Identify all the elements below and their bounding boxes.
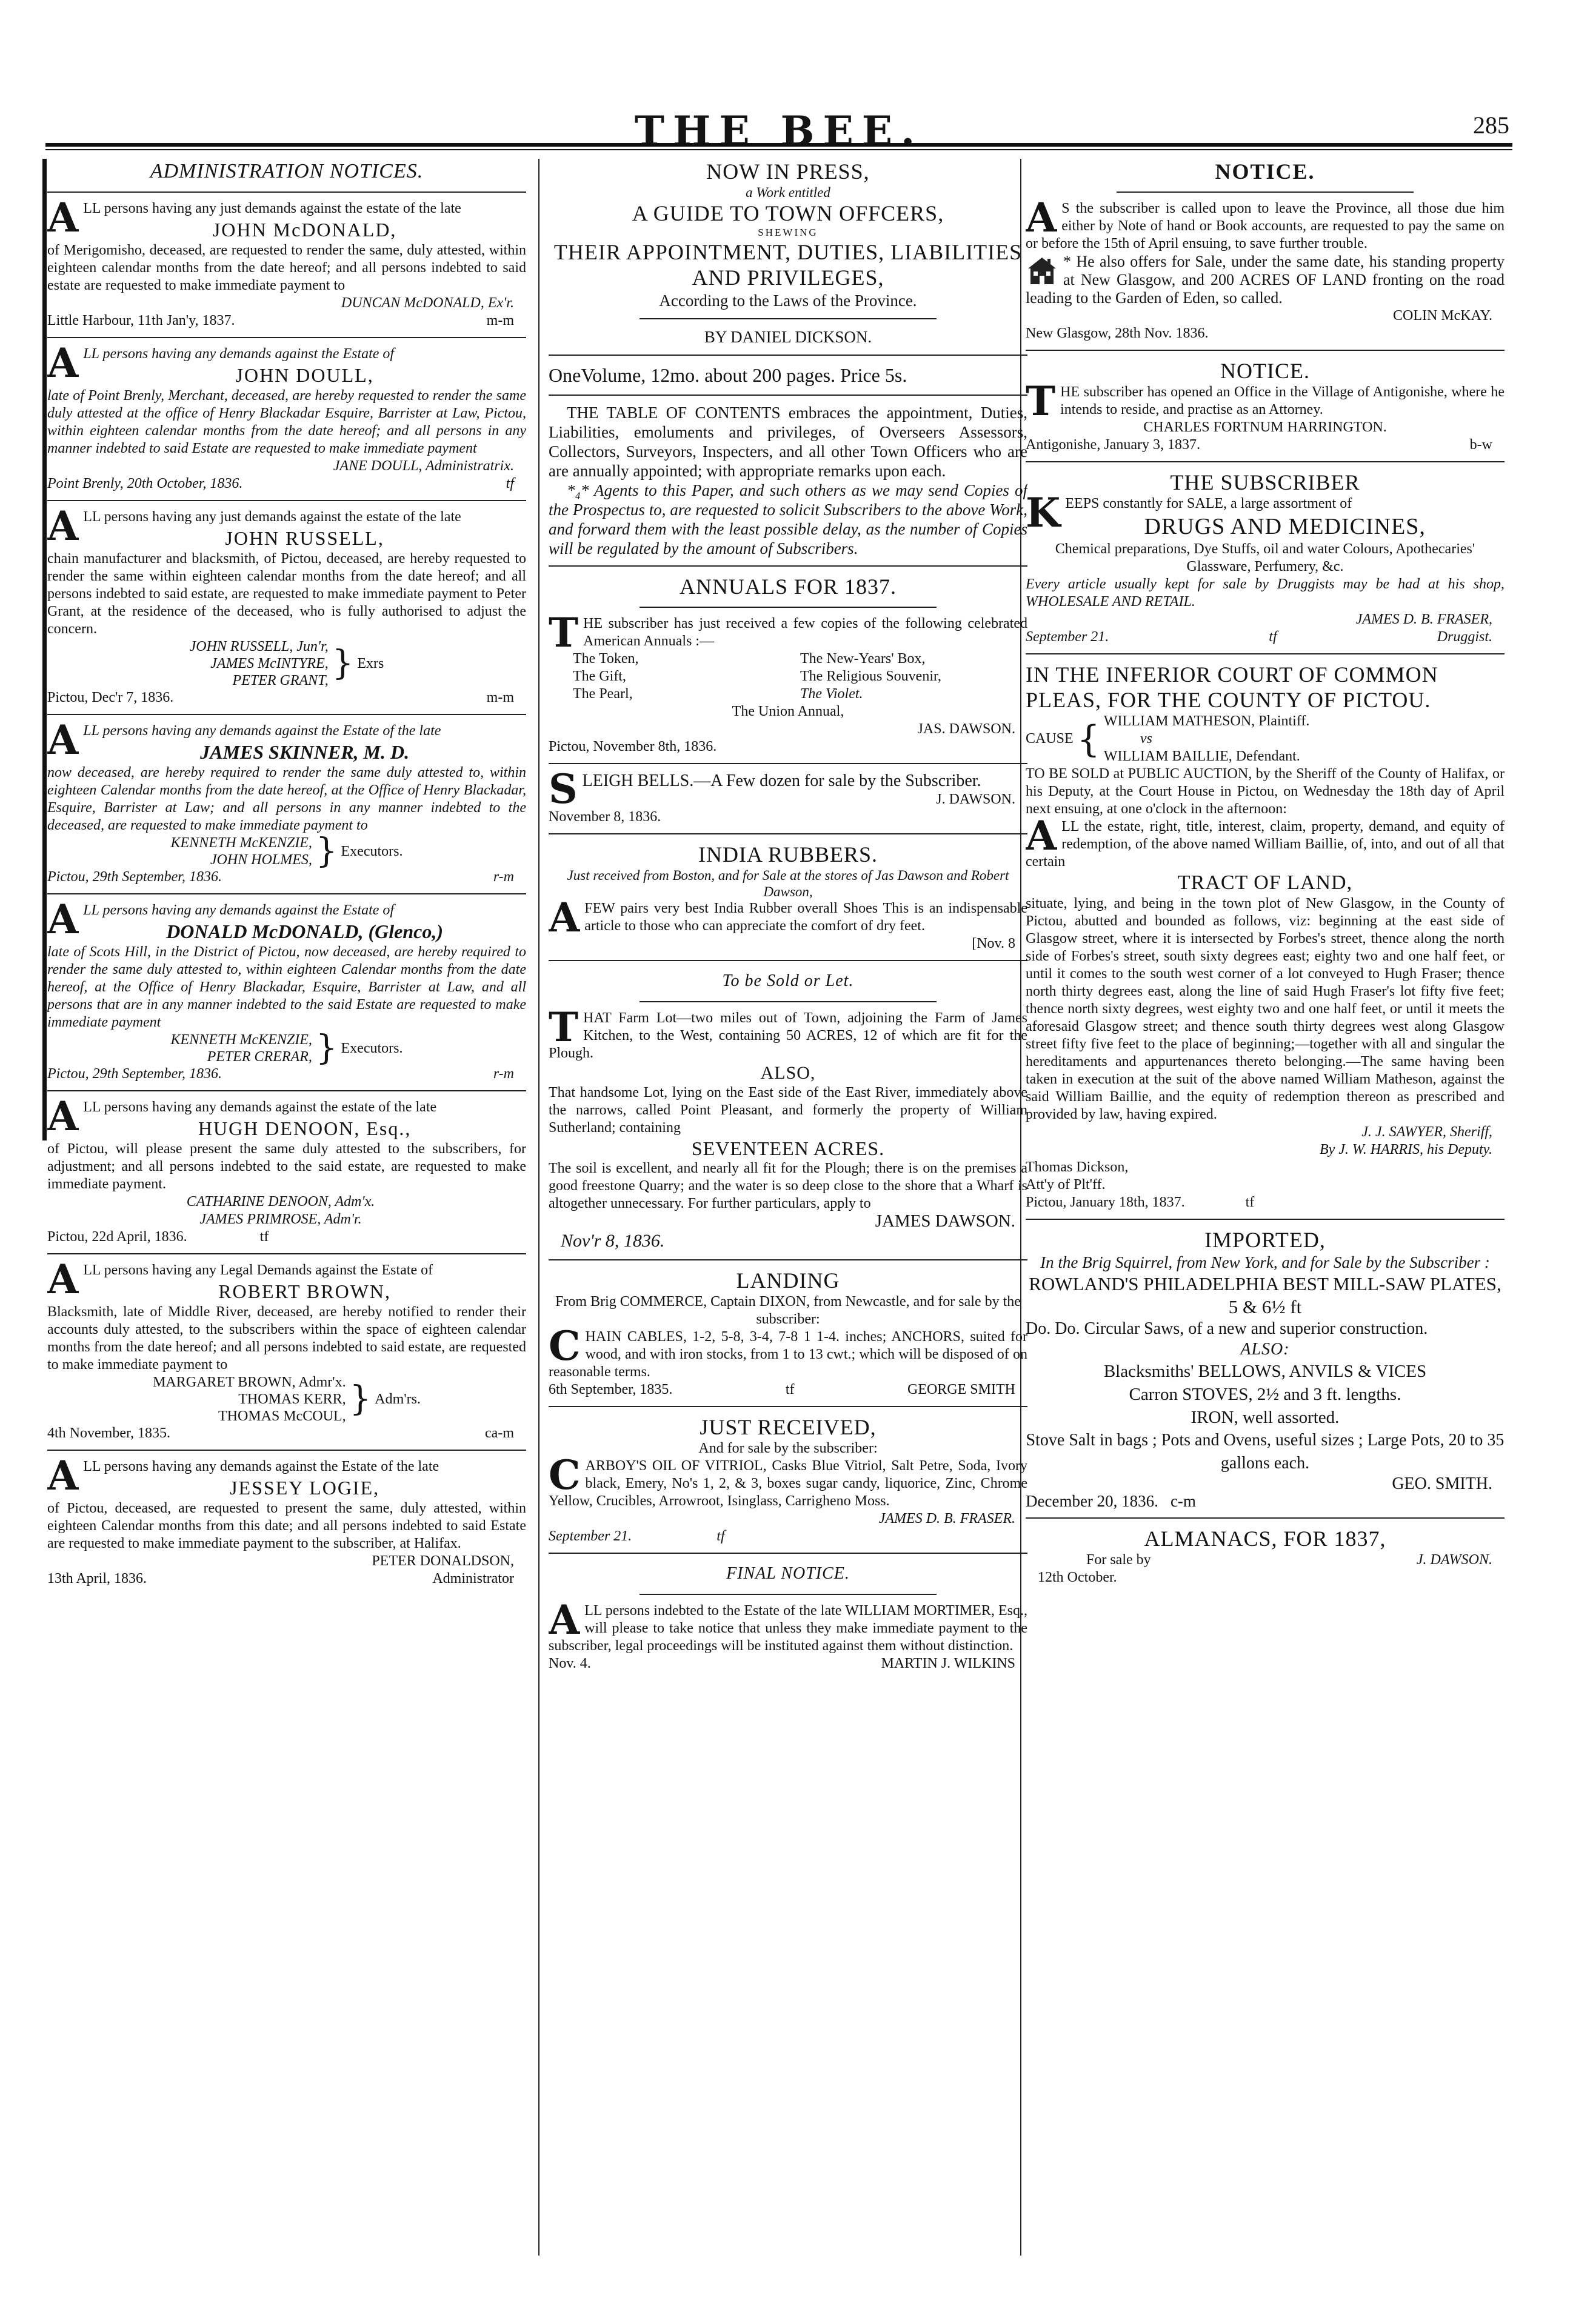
ad-body: FEW pairs very best India Rubber overall Shoes This is an indispensable article to those who can appreciate the comfort of dry feet. xyxy=(584,901,1027,934)
deceased-name: JOHN McDONALD, xyxy=(212,219,397,241)
ad-body: LEIGH BELLS.—A Few dozen for sale by the Subscriber. xyxy=(582,771,981,790)
ad-body: HAT Farm Lot—two miles out of Town, adjoining the Farm of James Kitchen, to the West, containing 50 ACRES, 12 of which are fit for the Plough. xyxy=(549,1010,1027,1061)
drop-cap: T xyxy=(549,609,579,656)
executors-block xyxy=(47,831,526,871)
signature-title: Administrator xyxy=(432,1571,514,1587)
ad-body: S the subscriber is called upon to leave the Province, all those due him either by Note of hand or Book accounts, are requested to pay the same on or before the 15th of April ensuing, to save further trouble. xyxy=(1026,201,1505,251)
ad-body: THE TABLE OF CONTENTS embraces the appointment, Duties, Liabilities, emoluments and privileges, of Overseers Assessors, Collectors, Surveyors, Inspecters, and all other Town Officers who are are annually appointed; with appropriate remarks upon each. xyxy=(549,404,1027,480)
drop-cap: A xyxy=(47,194,79,241)
brace-glyph: } xyxy=(315,831,338,871)
signature: CHARLES FORTNUM HARRINGTON. xyxy=(1143,419,1387,435)
ad-body: TO BE SOLD at PUBLIC AUCTION, by the Sheriff of the County of Halifax, or his Deputy, at the Court House in Pictou, on Wednesday the 18th day of April next ensuing, at one o'clock in the afternoon: xyxy=(1026,766,1505,817)
date-line: 13th April, 1836. xyxy=(47,1571,147,1587)
signature: PETER DONALDSON, xyxy=(372,1553,514,1569)
date-line: Nov. 4. xyxy=(549,1656,591,1671)
code-mark: r-m xyxy=(493,1066,514,1082)
ad-heading: THE SUBSCRIBER xyxy=(1170,470,1360,494)
book-subtitle: THEIR APPOINTMENT, DUTIES, LIABILITIES AND PRIVILEGES, xyxy=(553,240,1023,290)
ad-subheading: DRUGS AND MEDICINES, xyxy=(1144,514,1426,539)
ad-sleigh-bells xyxy=(549,765,1027,826)
code-mark: tf xyxy=(1245,1194,1255,1210)
ad-subheading: And for sale by the subscriber: xyxy=(698,1440,878,1456)
divider xyxy=(549,1406,1027,1407)
list-item: The New-Years' Box, xyxy=(800,651,926,667)
ad-heading: IMPORTED, xyxy=(1204,1228,1326,1252)
deceased-name: JESSEY LOGIE, xyxy=(230,1477,380,1499)
cause-block xyxy=(1026,713,1505,765)
book-author: BY DANIEL DICKSON. xyxy=(704,328,872,346)
ad-farm-lot xyxy=(549,968,1027,1252)
drop-cap: C xyxy=(549,1322,581,1370)
executor-name: MARGARET BROWN, Admr'x. xyxy=(153,1374,346,1390)
divider xyxy=(549,355,1027,356)
divider xyxy=(47,893,526,894)
divider xyxy=(1117,191,1414,193)
drop-cap: A xyxy=(47,896,79,943)
drop-cap: A xyxy=(47,1093,79,1140)
notice-mcdonald xyxy=(47,194,526,330)
left-margin-bar xyxy=(42,159,47,1140)
ad-heading: NOTICE. xyxy=(1215,159,1315,184)
signature: JAS. DAWSON. xyxy=(917,721,1015,737)
notice-body: late of Scots Hill, in the District of Pictou, now deceased, are hereby required to render the same duly attested to, within eighteen Calendar months from the date hereof, at the Office of Henry Blackadar, Esquire, Barrister at Law, and all persons that are in any manner indebted to the said Estate are requested to make immediate payment xyxy=(47,944,526,1030)
ad-heading: ALMANACS, FOR 1837, xyxy=(1144,1527,1386,1551)
notice-footer xyxy=(47,1228,526,1246)
date-line: September 21. xyxy=(549,1528,632,1544)
notice-intro: LL persons having any Legal Demands against the Estate of xyxy=(83,1262,433,1278)
ad-item: IRON, well assorted. xyxy=(1191,1408,1340,1427)
executors-block xyxy=(47,1028,526,1068)
list-item: The Union Annual, xyxy=(732,704,844,719)
signature: JANE DOULL, Administratrix. xyxy=(333,458,514,474)
notice-body: Blacksmith, late of Middle River, deceased, are hereby notified to render their accounts duly attested, to the subscribers within the space of eighteen calendar months from the date hereof; and all persons indebted to said estate, are requested to make immediate payment to xyxy=(47,1304,526,1373)
signature: GEORGE SMITH xyxy=(907,1382,1015,1397)
drop-cap: S xyxy=(549,765,578,813)
drop-cap: A xyxy=(1026,812,1057,859)
annuals-list xyxy=(549,650,1027,703)
code-mark: tf xyxy=(785,1382,795,1397)
deceased-name: HUGH DENOON, Esq., xyxy=(198,1117,412,1139)
brace-glyph: } xyxy=(315,1028,338,1068)
drop-cap: A xyxy=(47,1452,79,1499)
list-item: The Violet. xyxy=(800,686,863,702)
notice-footer xyxy=(47,475,526,493)
date-line: Point Brenly, 20th October, 1836. xyxy=(47,476,243,491)
ad-just-received xyxy=(549,1414,1027,1545)
deceased-name: ROBERT BROWN, xyxy=(218,1280,392,1302)
divider xyxy=(1026,350,1505,351)
ad-heading: LANDING xyxy=(736,1268,840,1293)
executors-block xyxy=(47,1374,526,1425)
date-line: [Nov. 8 xyxy=(972,936,1015,951)
ad-body: HE subscriber has opened an Office in the Village of Antigonishe, where he intends to reside, and practise as an Attorney. xyxy=(1060,384,1505,418)
brace-glyph: { xyxy=(1077,718,1100,761)
signature: J. DAWSON. xyxy=(936,791,1015,807)
ad-heading: FINAL NOTICE. xyxy=(726,1564,850,1583)
signature-title: Druggist. xyxy=(1437,629,1492,645)
ad-body: situate, lying, and being in the town plot of New Glasgow, in the County of Pictou, abutted and bounded as follows, viz: beginning at the east side of Glasgow street, where it is intersected by Forbes's street, thence along the north side of Forbes's street, south sixty degrees east; eighty two and one half feet, or until it comes to the south west corner of a lot conveyed to Hugh Fraser; thence north thirty degrees east, along the line of said Hugh Fraser's lot fifty five feet; thence north sixty degrees, west eighty two and one half feet, or until it meets the aforesaid Glasgow street; and thence south thirty degrees west along Glasgow street fifty five feet to the place of beginning;—together with all and singular the hereditaments and appurtenances thereto belonging.—The same having been taken in execution at the suit of the above named William Matheson, against the said William Baillie, and the equity of redemption thereon as prescribed and provided by law, having expired. xyxy=(1026,896,1505,1122)
notice-footer xyxy=(47,312,526,330)
masthead-rule-thin xyxy=(45,149,1512,150)
date-line: New Glasgow, 28th Nov. 1836. xyxy=(1026,325,1209,341)
executors-label: Adm'rs. xyxy=(375,1391,421,1407)
ad-subheading: Just received from Boston, and for Sale at the stores of Jas Dawson and Robert Dawson, xyxy=(567,868,1009,899)
executors-label: Executors. xyxy=(341,1040,403,1056)
ad-footer xyxy=(1026,1551,1505,1569)
executors-label: Executors. xyxy=(341,844,403,859)
notice-doull xyxy=(47,339,526,493)
ad-heading: To be Sold or Let. xyxy=(722,971,854,990)
divider xyxy=(47,337,526,338)
ad-subheading: TRACT OF LAND, xyxy=(1177,871,1353,894)
divider xyxy=(47,191,526,193)
ad-item: ROWLAND'S PHILADELPHIA BEST MILL-SAW PLATES, 5 & 6½ ft xyxy=(1029,1273,1501,1317)
ad-footer xyxy=(549,1381,1027,1399)
ad-heading: IN THE INFERIOR COURT OF COMMON PLEAS, FOR THE COUNTY OF PICTOU. xyxy=(1026,662,1438,712)
ad-body: That handsome Lot, lying on the East side of the East River, immediately above the narrows, called Point Pleasant, and formerly the property of William Sutherland; containing xyxy=(549,1085,1027,1136)
signature: JAMES PRIMROSE, Adm'r. xyxy=(199,1211,362,1227)
signature: J. DAWSON. xyxy=(1416,1552,1492,1568)
ad-body: LL persons indebted to the Estate of the late WILLIAM MORTIMER, Esq., will please to take notice that unless they make immediate payment to the subscriber, legal proceedings will be instituted against them without distinction. xyxy=(549,1603,1027,1654)
code-mark: tf xyxy=(1269,629,1277,645)
signature: By J. W. HARRIS, his Deputy. xyxy=(1319,1142,1492,1157)
date-line: Antigonishe, January 3, 1837. xyxy=(1026,437,1200,453)
ad-body: HAIN CABLES, 1-2, 5-8, 3-4, 7-8 1 1-4. inches; ANCHORS, suited for wood, and with iron stocks, from 1 to 13 cwt.; which will be disposed of on reasonable terms. xyxy=(549,1329,1027,1380)
notice-body: chain manufacturer and blacksmith, of Pictou, deceased, are hereby requested to render the same within eighteen calendar months from the date hereof; and all persons indebted to said estate, are requested to make immediate payment to Peter Grant, at the residence of the deceased, who is fully authorised to adjust the concern. xyxy=(47,551,526,637)
ad-footer xyxy=(1026,628,1505,646)
ad-subheading: ALSO: xyxy=(1240,1340,1290,1359)
executor-name: KENNETH McKENZIE, xyxy=(170,1032,312,1048)
ad-footer xyxy=(549,1528,1027,1545)
deceased-name: DONALD McDONALD, (Glenco,) xyxy=(166,921,444,942)
drop-cap: A xyxy=(47,339,79,387)
drop-cap: C xyxy=(549,1451,581,1499)
notice-intro: LL persons having any demands against the Estate of xyxy=(83,902,395,918)
code-mark: ca-m xyxy=(485,1425,514,1441)
notice-brown xyxy=(47,1256,526,1442)
ad-subheading: From Brig COMMERCE, Captain DIXON, from Newcastle, and for sale by the subscriber: xyxy=(555,1294,1021,1327)
notice-skinner xyxy=(47,716,526,886)
divider xyxy=(549,565,1027,567)
page-number: 285 xyxy=(1473,112,1509,139)
divider xyxy=(549,960,1027,961)
signature: COLIN McKAY. xyxy=(1392,308,1492,324)
deceased-name: JOHN DOULL, xyxy=(235,364,374,386)
versus: vs xyxy=(1140,731,1152,747)
ad-subheading: a Work entitled xyxy=(746,185,830,200)
ad-heading: NOTICE. xyxy=(1220,359,1310,383)
plaintiff: WILLIAM MATHESON, Plaintiff. xyxy=(1103,713,1310,729)
drop-cap: A xyxy=(47,1256,79,1303)
notice-mckay xyxy=(1026,159,1505,342)
divider xyxy=(1026,461,1505,462)
ad-town-officers-guide xyxy=(549,159,1027,558)
ad-subheading: For sale by xyxy=(1086,1552,1151,1568)
defendant: WILLIAM BAILLIE, Defendant. xyxy=(1103,748,1300,764)
executor-name: THOMAS McCOUL, xyxy=(218,1408,346,1424)
notice-court-sale xyxy=(1026,662,1505,1211)
drop-cap: A xyxy=(47,502,79,550)
brace-glyph: } xyxy=(349,1379,372,1419)
executor-name: KENNETH McKENZIE, xyxy=(170,835,312,851)
divider xyxy=(549,763,1027,764)
ad-landing xyxy=(549,1268,1027,1399)
notice-intro: LL persons having any demands against the Estate of xyxy=(83,346,395,362)
notice-footer xyxy=(47,868,526,886)
ad-body: Chemical preparations, Dye Stuffs, oil and water Colours, Apothecaries' Glassware, Perfumery, &c. xyxy=(1055,541,1475,574)
ad-item: Do. Do. Circular Saws, of a new and superior construction. xyxy=(1026,1319,1428,1338)
notice-intro: LL persons having any just demands against the estate of the late xyxy=(83,201,461,216)
ad-heading: INDIA RUBBERS. xyxy=(698,842,878,867)
ad-body: EEPS constantly for SALE, a large assortment of xyxy=(1065,496,1352,511)
list-item: The Religious Souvenir, xyxy=(800,668,942,684)
ad-final-notice xyxy=(549,1561,1027,1673)
ad-item: Carron STOVES, 2½ and 3 ft. lengths. xyxy=(1129,1385,1401,1404)
ad-heading: ANNUALS FOR 1837. xyxy=(679,574,897,599)
ad-annuals xyxy=(549,574,1027,756)
notice-body: of Pictou, will please present the same duly attested to the subscribers, for adjustment; and all persons indebted to the said estate, are requested to make immediate payment. xyxy=(47,1141,526,1192)
executor-name: PETER CRERAR, xyxy=(207,1049,312,1065)
notice-intro: LL persons having any just demands against the estate of the late xyxy=(83,509,461,525)
signature: DUNCAN McDONALD, Ex'r. xyxy=(341,295,514,311)
date-line: Pictou, 22d April, 1836. xyxy=(47,1229,187,1245)
executor-name: PETER GRANT, xyxy=(232,673,329,688)
executor-name: JOHN RUSSELL, Jun'r, xyxy=(189,639,329,654)
house-icon xyxy=(1026,255,1058,285)
date-line: Pictou, November 8th, 1836. xyxy=(549,739,717,754)
ad-footer xyxy=(1026,1493,1505,1510)
ad-body: LL the estate, right, title, interest, claim, property, demand, and equity of redemption, of the above named William Baillie, of, into, and out of all that certain xyxy=(1026,819,1505,870)
code-mark: r-m xyxy=(493,869,514,885)
executor-name: JOHN HOLMES, xyxy=(210,852,312,868)
ad-body: The soil is excellent, and nearly all fit for the Plough; there is on the premises a good freestone Quarry; and the water is so deep close to the shore that a Wharf is altogether unnecessary. For further particulars, apply to xyxy=(549,1160,1027,1211)
book-title: A GUIDE TO TOWN OFFCERS, xyxy=(632,201,944,225)
column-2 xyxy=(549,159,1027,2280)
column-3 xyxy=(1026,159,1505,2280)
ad-body: * He also offers for Sale, under the same date, his standing property at New Glasgow, and 200 ACRES OF LAND fronting on the road leading to the Garden of Eden, so called. xyxy=(1026,253,1505,307)
code-mark: b-w xyxy=(1469,437,1492,453)
date-line: Little Harbour, 11th Jan'y, 1837. xyxy=(47,313,235,328)
drop-cap: A xyxy=(549,1596,580,1643)
divider xyxy=(47,500,526,501)
notice-logie xyxy=(47,1452,526,1588)
ad-body: *₄* Agents to this Paper, and such others as we may send Copies of the Prospectus to, are requested to solicit Subscribers to the above Work, and forward them with the least possible delay, as the number of Copies will be regulated by the amount of Subscribers. xyxy=(549,481,1027,558)
brace-glyph: } xyxy=(332,644,354,683)
masthead xyxy=(42,106,1515,155)
date-line: Pictou, 29th September, 1836. xyxy=(47,1066,222,1082)
notice-footer xyxy=(47,1065,526,1083)
deceased-name: JOHN RUSSELL, xyxy=(225,527,384,549)
ad-heading: NOW IN PRESS, xyxy=(706,159,870,184)
date-line: Pictou, January 18th, 1837. xyxy=(1026,1194,1185,1210)
deceased-name: JAMES SKINNER, M. D. xyxy=(200,741,410,763)
date-line: Nov'r 8, 1836. xyxy=(561,1231,665,1251)
cause-label: CAUSE xyxy=(1026,731,1074,747)
ad-body: Every article usually kept for sale by Druggists may be had at his shop, WHOLESALE AND RETAIL. xyxy=(1026,576,1505,610)
notice-russell xyxy=(47,502,526,707)
ad-india-rubbers xyxy=(549,842,1027,953)
attorney-name: Thomas Dickson, xyxy=(1026,1159,1129,1175)
ad-body: HE subscriber has just received a few copies of the following celebrated American Annuals :— xyxy=(583,616,1027,649)
ad-item: Blacksmiths' BELLOWS, ANVILS & VICES xyxy=(1103,1362,1427,1381)
drop-cap: A xyxy=(47,716,79,764)
divider xyxy=(640,1594,937,1595)
executor-name: THOMAS KERR, xyxy=(238,1391,346,1407)
signature: JAMES DAWSON. xyxy=(875,1211,1015,1231)
executors-label: Exrs xyxy=(357,656,384,671)
ad-footer xyxy=(1026,436,1505,454)
signature: GEO. SMITH. xyxy=(1392,1474,1492,1493)
ad-footer xyxy=(549,1655,1027,1673)
drop-cap: K xyxy=(1026,489,1061,536)
notice-harrington xyxy=(1026,358,1505,454)
section-heading: ADMINISTRATION NOTICES. xyxy=(150,160,424,182)
code-mark: m-m xyxy=(486,313,514,328)
notice-donald-mcdonald xyxy=(47,896,526,1083)
notice-body: of Pictou, deceased, are requested to present the same, duly attested, within eighteen Calendar months from this date; and all persons indebted to said Estate are requested to make immediate payment to the subscriber, at Halifax. xyxy=(47,1500,526,1551)
divider xyxy=(549,1553,1027,1554)
code-mark: c-m xyxy=(1170,1492,1196,1510)
code-mark: tf xyxy=(716,1528,725,1544)
divider xyxy=(549,395,1027,396)
notice-footer xyxy=(47,1425,526,1442)
book-price: OneVolume, 12mo. about 200 pages. Price 5s. xyxy=(549,364,907,386)
divider xyxy=(1026,653,1505,654)
ad-almanacs xyxy=(1026,1526,1505,1587)
date-line: 6th September, 1835. xyxy=(549,1382,673,1397)
date-line: September 21. xyxy=(1026,629,1109,645)
ad-footer xyxy=(1026,1194,1505,1211)
drop-cap: T xyxy=(1026,378,1056,425)
newspaper-title: THE BEE. xyxy=(634,107,924,155)
notice-denoon xyxy=(47,1093,526,1246)
notice-body: now deceased, are hereby required to render the same duly attested to, within eighteen Calendar months from the date hereof, at the Office of Henry Blackadar, Esquire, Barrister at Law; and all persons in any manner indebted to the deceased, are requested to make immediate payment to xyxy=(47,765,526,833)
divider xyxy=(1026,1219,1505,1220)
notice-intro: LL persons having any demands against the estate of the late xyxy=(83,1099,437,1115)
book-note: According to the Laws of the Province. xyxy=(659,291,917,310)
ad-subheading: ALSO, xyxy=(760,1063,816,1083)
signature: MARTIN J. WILKINS xyxy=(881,1656,1015,1671)
signature: JAMES D. B. FRASER, xyxy=(1355,611,1492,627)
signature: JAMES D. B. FRASER. xyxy=(878,1511,1015,1527)
column-1 xyxy=(47,159,526,2280)
list-item: The Pearl, xyxy=(573,686,633,702)
list-item: The Gift, xyxy=(573,668,626,684)
attorney-title: Att'y of Plt'ff. xyxy=(1026,1177,1106,1193)
ad-subheading: In the Brig Squirrel, from New York, and for Sale by the Subscriber : xyxy=(1040,1253,1490,1271)
ad-heading: JUST RECEIVED, xyxy=(700,1415,877,1439)
divider xyxy=(47,1090,526,1091)
divider xyxy=(47,714,526,715)
ad-imported xyxy=(1026,1227,1505,1510)
divider xyxy=(640,318,937,319)
executor-name: JAMES McINTYRE, xyxy=(210,656,329,671)
drop-cap: A xyxy=(1026,194,1057,241)
notice-footer xyxy=(47,1570,526,1588)
notice-intro: LL persons having any demands against the Estate of the late xyxy=(83,1459,439,1474)
date-line: December 20, 1836. xyxy=(1026,1492,1158,1510)
date-line: November 8, 1836. xyxy=(549,809,661,825)
notice-body: of Merigomisho, deceased, are requested to render the same, duly attested, within eighteen calendar months from the date hereof; and all persons indebted to said estate are requested to make immediate payment to xyxy=(47,242,526,293)
date-line: Pictou, 29th September, 1836. xyxy=(47,869,222,885)
small-caption: SHEWING xyxy=(758,227,818,238)
date-line: 4th November, 1835. xyxy=(47,1425,171,1441)
ad-drugs xyxy=(1026,470,1505,646)
list-item: The Token, xyxy=(573,651,639,667)
signature: CATHARINE DENOON, Adm'x. xyxy=(186,1194,375,1210)
drop-cap: T xyxy=(549,1004,579,1051)
code-mark: tf xyxy=(506,476,514,491)
notice-body: late of Point Brenly, Merchant, deceased, are hereby requested to render the same duly attested at the office of Henry Blackadar Esquire, Barrister at Law, Pictou, within eighteen calendar months from the date hereof; and all persons in any manner indebted to said Estate are requested to make immediate payment xyxy=(47,388,526,456)
ad-item: Stove Salt in bags ; Pots and Ovens, useful sizes ; Large Pots, 20 to 35 gallons each. xyxy=(1026,1431,1505,1473)
divider xyxy=(640,607,937,608)
column-divider xyxy=(538,159,539,2256)
divider xyxy=(1026,1517,1505,1519)
code-mark: m-m xyxy=(486,690,514,705)
drop-cap: A xyxy=(549,894,580,941)
divider xyxy=(549,833,1027,834)
divider xyxy=(640,1001,937,1002)
notice-intro: LL persons having any demands against the Estate of the late xyxy=(83,723,441,739)
code-mark: tf xyxy=(259,1229,269,1245)
date-line: 12th October. xyxy=(1038,1570,1117,1585)
ad-subheading: SEVENTEEN ACRES. xyxy=(691,1137,885,1159)
divider xyxy=(549,1259,1027,1260)
divider xyxy=(47,1253,526,1254)
divider xyxy=(47,1450,526,1451)
notice-footer xyxy=(47,689,526,707)
masthead-rule xyxy=(45,143,1512,147)
signature: J. J. SAWYER, Sheriff, xyxy=(1361,1124,1492,1140)
date-line: Pictou, Dec'r 7, 1836. xyxy=(47,690,174,705)
ad-body: ARBOY'S OIL OF VITRIOL, Casks Blue Vitriol, Salt Petre, Soda, Ivory black, Emery, No's 1, 2, & 3, boxes sugar candy, liquorice, Zinc, Chrome Yellow, Crucibles, Arrowroot, Isinglass, Carrigheno Moss. xyxy=(549,1458,1027,1509)
executors-block xyxy=(47,638,526,689)
